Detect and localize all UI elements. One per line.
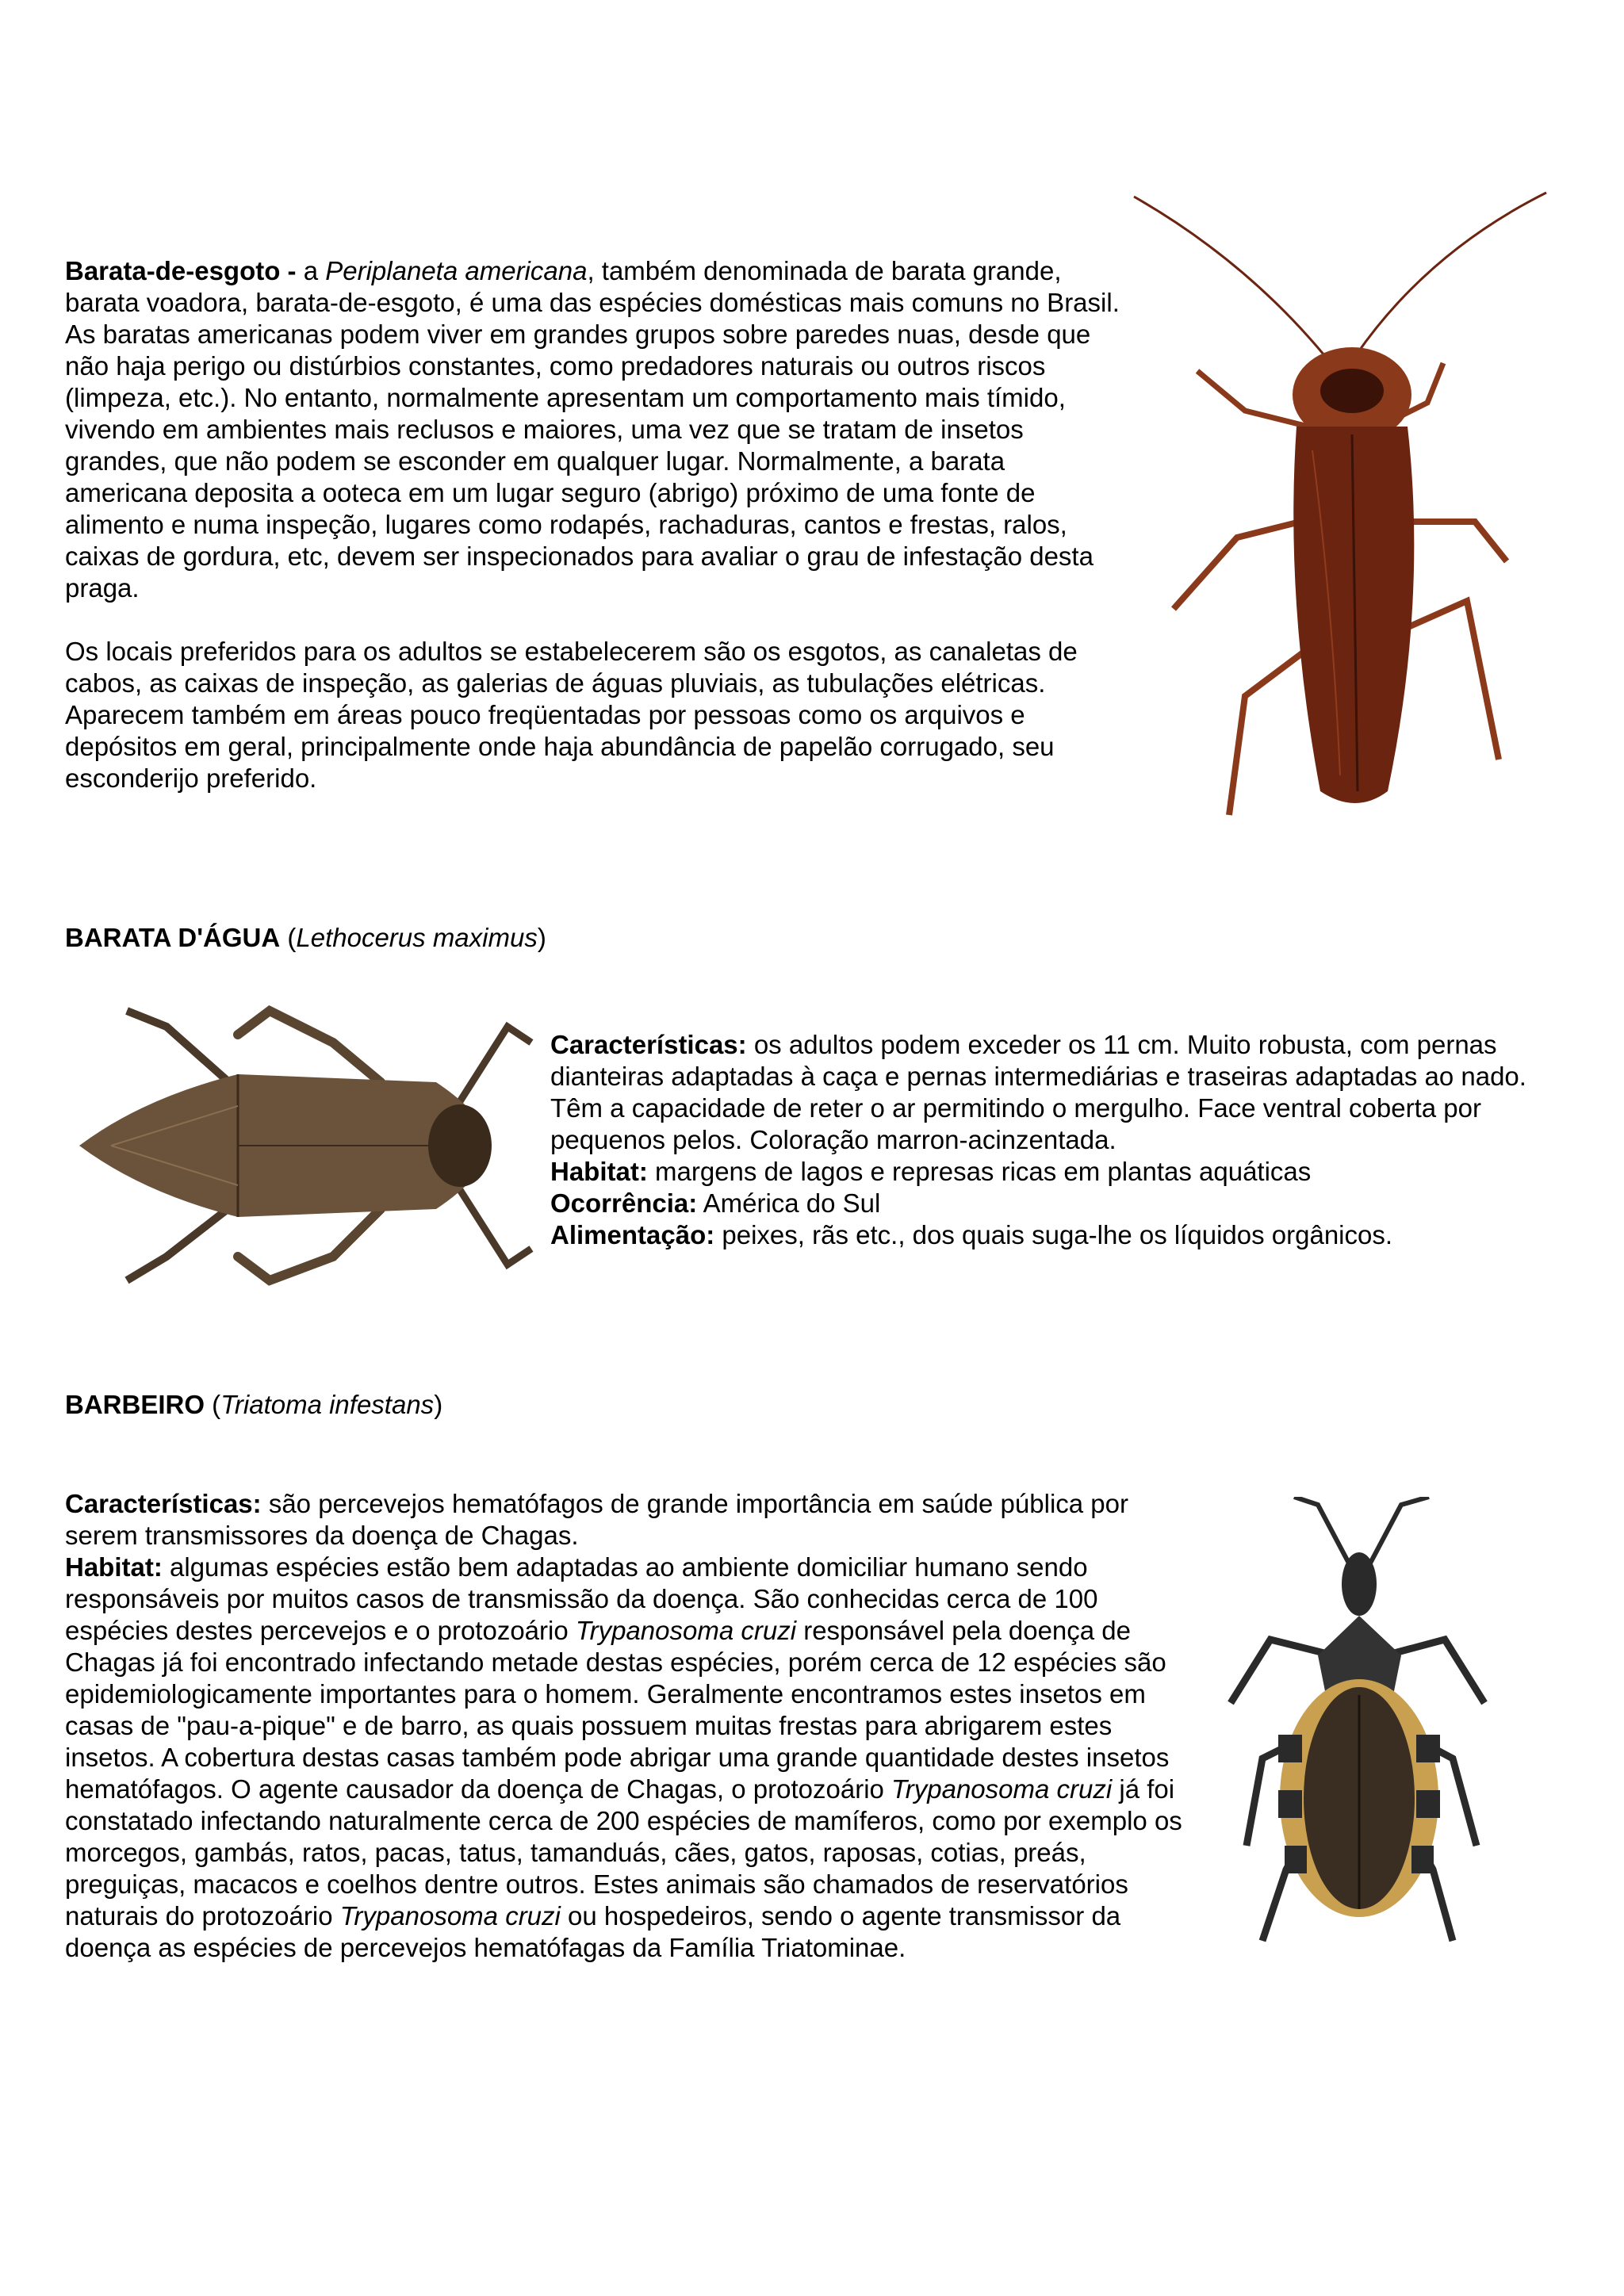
- kissing-bug-icon: [1215, 1497, 1500, 1949]
- occurrence-label: Ocorrência:: [550, 1188, 698, 1218]
- cockroach-photo: [1126, 189, 1554, 840]
- kissing-bug-characteristics: Características: são percevejos hematófagos de grande importância em saúde pública por serem transmissores da doença de Chagas.: [65, 1489, 1128, 1550]
- water-bug-characteristics: Características: os adultos podem exceder os 11 cm. Muito robusta, com pernas dianteiras adaptadas à caça e pernas intermediárias e traseiras adaptadas ao nado. Têm a capacidade de reter o ar permitindo o mergulho. Face ventral coberta por pequenos pelos. Coloração marron-acinzentada.: [550, 1030, 1526, 1154]
- water-bug-food: Alimentação: peixes, rãs etc., dos quais suga-lhe os líquidos orgânicos.: [550, 1220, 1393, 1249]
- water-bug-occurrence: Ocorrência: América do Sul: [550, 1188, 881, 1218]
- characteristics-label: Características:: [550, 1030, 747, 1059]
- water-bug-title: BARATA D'ÁGUA: [65, 923, 281, 952]
- kissing-bug-title: BARBEIRO: [65, 1390, 205, 1419]
- water-bug-heading: BARATA D'ÁGUA (Lethocerus maximus): [65, 923, 546, 952]
- kissing-bug-description: [65, 1488, 1207, 1964]
- water-bug-description: [550, 1029, 1573, 1251]
- cockroach-icon: [1126, 189, 1554, 840]
- cockroach-species-name: Periplaneta americana: [325, 256, 588, 285]
- water-bug-icon: [79, 995, 539, 1296]
- water-bug-photo: [79, 995, 539, 1296]
- cockroach-description: [65, 255, 1128, 794]
- cockroach-paragraph-1: Barata-de-esgoto - a Periplaneta americana, também denominada de barata grande, barata voadora, barata-de-esgoto, é uma das espécies domésticas mais comuns no Brasil. As baratas americanas podem viver em grandes grupos sobre paredes nuas, desde que não haja perigo ou distúrbios constantes, como predadores naturais ou outros riscos (limpeza, etc.). No entanto, normalmente apresentam um comportamento mais tímido, vivendo em ambientes mais reclusos e maiores, uma vez que se tratam de insetos grandes, que não podem se esconder em qualquer lugar. Normalmente, a barata americana deposita a ooteca em um lugar seguro (abrigo) próximo de uma fonte de alimento e numa inspeção, lugares como rodapés, rachaduras, cantos e frestas, ralos, caixas de gordura, etc, devem ser inspecionados para avaliar o grau de infestação desta praga.: [65, 256, 1120, 603]
- cockroach-paragraph-2: Os locais preferidos para os adultos se estabelecerem são os esgotos, as canaletas de cabos, as caixas de inspeção, as galerias de águas pluviais, as tubulações elétricas. Aparecem também em áreas pouco freqüentadas por pessoas como os arquivos e depósitos em geral, principalmente onde haja abundância de papelão corrugado, seu esconderijo preferido.: [65, 637, 1078, 793]
- habitat-label: Habitat:: [550, 1157, 648, 1186]
- kissing-bug-habitat: Habitat: algumas espécies estão bem adaptadas ao ambiente domiciliar humano sendo responsáveis por muitos casos de transmissão da doença. São conhecidas cerca de 100 espécies destes percevejos e o protozoário Trypanosoma cruzi responsável pela doença de Chagas já foi encontrado infectando metade destas espécies, porém cerca de 12 espécies são epidemiologicamente importantes para o homem. Geralmente encontramos estes insetos em casas de "pau-a-pique" e de barro, as quais possuem muitas frestas para abrigarem estes insetos. A cobertura destas casas também pode abrigar uma grande quantidade destes insetos hematófagos. O agente causador da doença de Chagas, o protozoário Trypanosoma cruzi já foi constatado infectando naturalmente cerca de 200 espécies de mamíferos, como por exemplo os morcegos, gambás, ratos, pacas, tatus, tamanduás, cães, gatos, raposas, cotias, preás, preguiças, macacos e coelhos dentre outros. Estes animais são chamados de reservatórios naturais do protozoário Trypanosoma cruzi ou hospedeiros, sendo o agente transmissor da doença as espécies de percevejos hematófagas da Família Triatominae.: [65, 1552, 1182, 1962]
- kissing-bug-species-name: Triatoma infestans: [220, 1390, 435, 1419]
- water-bug-species-name: Lethocerus maximus: [296, 923, 538, 952]
- characteristics-label: Características:: [65, 1489, 262, 1518]
- kissing-bug-heading: BARBEIRO (Triatoma infestans): [65, 1390, 443, 1419]
- cockroach-term: Barata-de-esgoto -: [65, 256, 297, 285]
- kissing-bug-photo: [1215, 1497, 1500, 1949]
- water-bug-habitat: Habitat: margens de lagos e represas ricas em plantas aquáticas: [550, 1157, 1312, 1186]
- habitat-label: Habitat:: [65, 1552, 163, 1582]
- food-label: Alimentação:: [550, 1220, 715, 1249]
